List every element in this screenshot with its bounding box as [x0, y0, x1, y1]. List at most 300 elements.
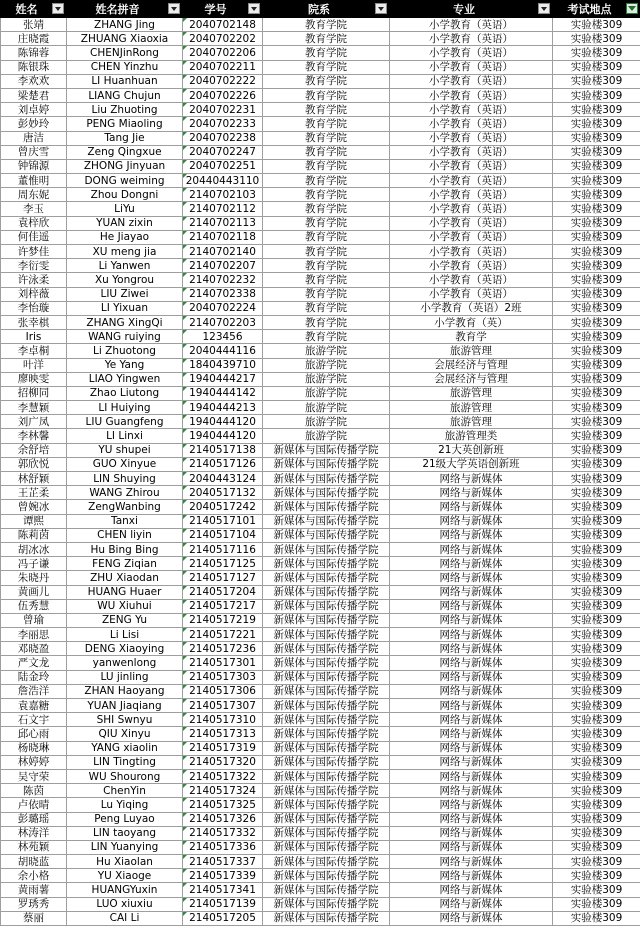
cell-name[interactable]: 许梦佳: [1, 245, 67, 259]
cell-pinyin[interactable]: QIU Xinyu: [67, 727, 183, 741]
cell-major[interactable]: 教育学: [390, 330, 553, 344]
cell-department[interactable]: 教育学院: [263, 273, 390, 287]
cell-name[interactable]: 冯子谦: [1, 557, 67, 571]
cell-pinyin[interactable]: YUAN zixin: [67, 216, 183, 230]
cell-exam-location[interactable]: 实验楼309: [553, 613, 640, 627]
cell-department[interactable]: 教育学院: [263, 159, 390, 173]
cell-student-id[interactable]: 2140517138: [183, 443, 263, 457]
cell-exam-location[interactable]: 实验楼309: [553, 798, 640, 812]
cell-exam-location[interactable]: 实验楼309: [553, 684, 640, 698]
cell-pinyin[interactable]: HUANGYuxin: [67, 883, 183, 897]
cell-name[interactable]: 郭欣悦: [1, 457, 67, 471]
cell-major[interactable]: 小学教育（英语）: [390, 245, 553, 259]
cell-name[interactable]: 陆金玲: [1, 670, 67, 684]
cell-student-id[interactable]: 2040702206: [183, 46, 263, 60]
cell-exam-location[interactable]: 实验楼309: [553, 528, 640, 542]
cell-name[interactable]: 陈银珠: [1, 60, 67, 74]
cell-pinyin[interactable]: WANG Zhirou: [67, 486, 183, 500]
cell-student-id[interactable]: 2140517326: [183, 812, 263, 826]
cell-student-id[interactable]: 2140702113: [183, 216, 263, 230]
cell-exam-location[interactable]: 实验楼309: [553, 656, 640, 670]
cell-major[interactable]: 旅游管理: [390, 344, 553, 358]
cell-major[interactable]: 小学教育（英语）: [390, 188, 553, 202]
cell-pinyin[interactable]: LIAO Yingwen: [67, 372, 183, 386]
cell-student-id[interactable]: 2140702338: [183, 287, 263, 301]
cell-department[interactable]: 教育学院: [263, 60, 390, 74]
cell-pinyin[interactable]: YU shupei: [67, 443, 183, 457]
cell-name[interactable]: 刘梓薇: [1, 287, 67, 301]
cell-major[interactable]: 网络与新媒体: [390, 571, 553, 585]
cell-department[interactable]: 教育学院: [263, 287, 390, 301]
cell-department[interactable]: 新媒体与国际传播学院: [263, 855, 390, 869]
cell-pinyin[interactable]: Ye Yang: [67, 358, 183, 372]
cell-name[interactable]: Iris: [1, 330, 67, 344]
cell-department[interactable]: 新媒体与国际传播学院: [263, 571, 390, 585]
cell-name[interactable]: 曾庆雪: [1, 145, 67, 159]
cell-student-id[interactable]: 1940444217: [183, 372, 263, 386]
filter-dropdown-icon[interactable]: [375, 3, 387, 14]
cell-department[interactable]: 教育学院: [263, 88, 390, 102]
cell-major[interactable]: 会展经济与管理: [390, 372, 553, 386]
cell-name[interactable]: 蔡丽: [1, 911, 67, 925]
cell-name[interactable]: 袁梓欣: [1, 216, 67, 230]
cell-name[interactable]: 吴守荣: [1, 769, 67, 783]
cell-pinyin[interactable]: Hu Xiaolan: [67, 855, 183, 869]
cell-pinyin[interactable]: WANG ruiying: [67, 330, 183, 344]
cell-student-id[interactable]: 2140702103: [183, 188, 263, 202]
cell-name[interactable]: 张靖: [1, 18, 67, 32]
cell-pinyin[interactable]: PENG Miaoling: [67, 117, 183, 131]
cell-pinyin[interactable]: FENG Ziqian: [67, 557, 183, 571]
cell-name[interactable]: 唐洁: [1, 131, 67, 145]
cell-name[interactable]: 林舒颖: [1, 472, 67, 486]
cell-exam-location[interactable]: 实验楼309: [553, 32, 640, 46]
cell-name[interactable]: 黄雨薯: [1, 883, 67, 897]
cell-major[interactable]: 网络与新媒体: [390, 897, 553, 911]
cell-major[interactable]: 小学教育（英语）: [390, 60, 553, 74]
cell-major[interactable]: 旅游管理: [390, 386, 553, 400]
cell-exam-location[interactable]: 实验楼309: [553, 670, 640, 684]
cell-exam-location[interactable]: 实验楼309: [553, 486, 640, 500]
cell-student-id[interactable]: 2140702203: [183, 315, 263, 329]
cell-name[interactable]: 伍秀慧: [1, 599, 67, 613]
cell-exam-location[interactable]: 实验楼309: [553, 855, 640, 869]
cell-major[interactable]: 网络与新媒体: [390, 727, 553, 741]
cell-student-id[interactable]: 1940444120: [183, 415, 263, 429]
cell-name[interactable]: 陈锦蓉: [1, 46, 67, 60]
cell-exam-location[interactable]: 实验楼309: [553, 18, 640, 32]
cell-pinyin[interactable]: Xu Yongrou: [67, 273, 183, 287]
cell-major[interactable]: 网络与新媒体: [390, 486, 553, 500]
cell-exam-location[interactable]: 实验楼309: [553, 344, 640, 358]
cell-pinyin[interactable]: DENG Xiaoying: [67, 642, 183, 656]
filter-dropdown-icon[interactable]: [538, 3, 550, 14]
cell-name[interactable]: 李衍雯: [1, 259, 67, 273]
cell-major[interactable]: 网络与新媒体: [390, 812, 553, 826]
cell-major[interactable]: 小学教育（英语）: [390, 103, 553, 117]
cell-pinyin[interactable]: Li Zhuotong: [67, 344, 183, 358]
cell-student-id[interactable]: 2040517132: [183, 486, 263, 500]
filter-dropdown-icon[interactable]: [248, 3, 260, 14]
cell-exam-location[interactable]: 实验楼309: [553, 642, 640, 656]
cell-major[interactable]: 小学教育（英语）: [390, 131, 553, 145]
cell-major[interactable]: 网络与新媒体: [390, 713, 553, 727]
cell-major[interactable]: 网络与新媒体: [390, 755, 553, 769]
cell-exam-location[interactable]: 实验楼309: [553, 571, 640, 585]
cell-exam-location[interactable]: 实验楼309: [553, 514, 640, 528]
cell-major[interactable]: 网络与新媒体: [390, 769, 553, 783]
cell-pinyin[interactable]: Tanxi: [67, 514, 183, 528]
cell-exam-location[interactable]: 实验楼309: [553, 599, 640, 613]
cell-student-id[interactable]: 2140517104: [183, 528, 263, 542]
cell-major[interactable]: 网络与新媒体: [390, 684, 553, 698]
cell-department[interactable]: 教育学院: [263, 330, 390, 344]
cell-department[interactable]: 教育学院: [263, 103, 390, 117]
cell-name[interactable]: 招柳同: [1, 386, 67, 400]
cell-major[interactable]: 小学教育（英语）: [390, 216, 553, 230]
cell-department[interactable]: 教育学院: [263, 315, 390, 329]
cell-exam-location[interactable]: 实验楼309: [553, 699, 640, 713]
cell-department[interactable]: 旅游学院: [263, 429, 390, 443]
cell-name[interactable]: 邱心雨: [1, 727, 67, 741]
cell-department[interactable]: 教育学院: [263, 46, 390, 60]
cell-major[interactable]: 小学教育（英）: [390, 315, 553, 329]
cell-name[interactable]: 陈茵: [1, 784, 67, 798]
cell-student-id[interactable]: 2140517126: [183, 457, 263, 471]
cell-major[interactable]: 网络与新媒体: [390, 699, 553, 713]
cell-pinyin[interactable]: yanwenlong: [67, 656, 183, 670]
cell-department[interactable]: 旅游学院: [263, 358, 390, 372]
cell-major[interactable]: 小学教育（英语）2班: [390, 301, 553, 315]
cell-student-id[interactable]: 2040702231: [183, 103, 263, 117]
cell-major[interactable]: 网络与新媒体: [390, 784, 553, 798]
cell-pinyin[interactable]: LI Huanhuan: [67, 74, 183, 88]
cell-department[interactable]: 新媒体与国际传播学院: [263, 798, 390, 812]
cell-major[interactable]: 网络与新媒体: [390, 741, 553, 755]
cell-student-id[interactable]: 2140517301: [183, 656, 263, 670]
cell-exam-location[interactable]: 实验楼309: [553, 287, 640, 301]
cell-pinyin[interactable]: Peng Luyao: [67, 812, 183, 826]
cell-major[interactable]: 小学教育（英语）: [390, 46, 553, 60]
cell-pinyin[interactable]: GUO Xinyue: [67, 457, 183, 471]
cell-student-id[interactable]: 2040702247: [183, 145, 263, 159]
cell-pinyin[interactable]: Zhao Liutong: [67, 386, 183, 400]
cell-major[interactable]: 网络与新媒体: [390, 599, 553, 613]
cell-name[interactable]: 詹浩洋: [1, 684, 67, 698]
cell-exam-location[interactable]: 实验楼309: [553, 769, 640, 783]
cell-department[interactable]: 教育学院: [263, 174, 390, 188]
cell-major[interactable]: 网络与新媒体: [390, 472, 553, 486]
cell-exam-location[interactable]: 实验楼309: [553, 315, 640, 329]
cell-name[interactable]: 彭璐瑶: [1, 812, 67, 826]
cell-pinyin[interactable]: YU Xiaoge: [67, 869, 183, 883]
cell-department[interactable]: 新媒体与国际传播学院: [263, 911, 390, 925]
cell-pinyin[interactable]: LIN Tingting: [67, 755, 183, 769]
cell-exam-location[interactable]: 实验楼309: [553, 117, 640, 131]
cell-major[interactable]: 网络与新媒体: [390, 855, 553, 869]
cell-major[interactable]: 网络与新媒体: [390, 557, 553, 571]
cell-name[interactable]: 罗琇秀: [1, 897, 67, 911]
cell-exam-location[interactable]: 实验楼309: [553, 386, 640, 400]
cell-major[interactable]: 小学教育（英语）: [390, 202, 553, 216]
cell-student-id[interactable]: 2040702226: [183, 88, 263, 102]
cell-department[interactable]: 新媒体与国际传播学院: [263, 472, 390, 486]
cell-name[interactable]: 袁嘉糖: [1, 699, 67, 713]
cell-pinyin[interactable]: ZHONG Jinyuan: [67, 159, 183, 173]
cell-major[interactable]: 网络与新媒体: [390, 528, 553, 542]
cell-pinyin[interactable]: LUO xiuxiu: [67, 897, 183, 911]
cell-exam-location[interactable]: 实验楼309: [553, 897, 640, 911]
cell-name[interactable]: 杨晓琳: [1, 741, 67, 755]
cell-pinyin[interactable]: HUANG Huaer: [67, 585, 183, 599]
cell-pinyin[interactable]: CHEN liyin: [67, 528, 183, 542]
cell-name[interactable]: 李欢欢: [1, 74, 67, 88]
cell-pinyin[interactable]: LiYu: [67, 202, 183, 216]
cell-exam-location[interactable]: 实验楼309: [553, 131, 640, 145]
cell-major[interactable]: 网络与新媒体: [390, 500, 553, 514]
cell-name[interactable]: 李慧颖: [1, 401, 67, 415]
cell-major[interactable]: 网络与新媒体: [390, 514, 553, 528]
cell-exam-location[interactable]: 实验楼309: [553, 557, 640, 571]
cell-department[interactable]: 旅游学院: [263, 415, 390, 429]
cell-name[interactable]: 谭熙: [1, 514, 67, 528]
cell-student-id[interactable]: 2040702238: [183, 131, 263, 145]
cell-pinyin[interactable]: XU meng jia: [67, 245, 183, 259]
cell-major[interactable]: 旅游管理: [390, 401, 553, 415]
cell-exam-location[interactable]: 实验楼309: [553, 202, 640, 216]
cell-department[interactable]: 新媒体与国际传播学院: [263, 613, 390, 627]
cell-name[interactable]: 李怡璇: [1, 301, 67, 315]
cell-major[interactable]: 21级大学英语创新班: [390, 457, 553, 471]
cell-major[interactable]: 小学教育（英语）: [390, 159, 553, 173]
cell-department[interactable]: 新媒体与国际传播学院: [263, 784, 390, 798]
cell-student-id[interactable]: 1940444120: [183, 429, 263, 443]
cell-exam-location[interactable]: 实验楼309: [553, 103, 640, 117]
cell-exam-location[interactable]: 实验楼309: [553, 840, 640, 854]
cell-pinyin[interactable]: Zhou Dongni: [67, 188, 183, 202]
cell-major[interactable]: 小学教育（英语）: [390, 174, 553, 188]
cell-student-id[interactable]: 2140702112: [183, 202, 263, 216]
cell-student-id[interactable]: 2140517127: [183, 571, 263, 585]
cell-department[interactable]: 旅游学院: [263, 344, 390, 358]
cell-department[interactable]: 教育学院: [263, 18, 390, 32]
cell-name[interactable]: 卢依晴: [1, 798, 67, 812]
cell-pinyin[interactable]: Li Yanwen: [67, 259, 183, 273]
cell-exam-location[interactable]: 实验楼309: [553, 727, 640, 741]
cell-department[interactable]: 新媒体与国际传播学院: [263, 755, 390, 769]
cell-exam-location[interactable]: 实验楼309: [553, 301, 640, 315]
cell-student-id[interactable]: 2140517204: [183, 585, 263, 599]
cell-pinyin[interactable]: CAI Li: [67, 911, 183, 925]
cell-department[interactable]: 新媒体与国际传播学院: [263, 514, 390, 528]
cell-department[interactable]: 新媒体与国际传播学院: [263, 557, 390, 571]
cell-major[interactable]: 小学教育（英语）: [390, 230, 553, 244]
cell-name[interactable]: 许泳柔: [1, 273, 67, 287]
cell-name[interactable]: 何佳遥: [1, 230, 67, 244]
cell-name[interactable]: 刘卓婷: [1, 103, 67, 117]
cell-name[interactable]: 周东妮: [1, 188, 67, 202]
cell-exam-location[interactable]: 实验楼309: [553, 46, 640, 60]
cell-exam-location[interactable]: 实验楼309: [553, 755, 640, 769]
cell-department[interactable]: 新媒体与国际传播学院: [263, 656, 390, 670]
cell-major[interactable]: 旅游管理类: [390, 429, 553, 443]
cell-exam-location[interactable]: 实验楼309: [553, 273, 640, 287]
cell-name[interactable]: 胡冰冰: [1, 542, 67, 556]
cell-student-id[interactable]: 2140517139: [183, 897, 263, 911]
cell-pinyin[interactable]: ChenYin: [67, 784, 183, 798]
cell-pinyin[interactable]: ZHANG XingQi: [67, 315, 183, 329]
cell-exam-location[interactable]: 实验楼309: [553, 372, 640, 386]
cell-student-id[interactable]: 1940444213: [183, 401, 263, 415]
cell-pinyin[interactable]: LIU Ziwei: [67, 287, 183, 301]
cell-student-id[interactable]: 2140517322: [183, 769, 263, 783]
cell-department[interactable]: 新媒体与国际传播学院: [263, 486, 390, 500]
cell-exam-location[interactable]: 实验楼309: [553, 415, 640, 429]
cell-department[interactable]: 新媒体与国际传播学院: [263, 500, 390, 514]
cell-name[interactable]: 彭妙玲: [1, 117, 67, 131]
cell-student-id[interactable]: 2140517324: [183, 784, 263, 798]
cell-pinyin[interactable]: CHENJinRong: [67, 46, 183, 60]
cell-name[interactable]: 梁楚君: [1, 88, 67, 102]
cell-pinyin[interactable]: ZHUANG Xiaoxia: [67, 32, 183, 46]
cell-pinyin[interactable]: DONG weiming: [67, 174, 183, 188]
cell-student-id[interactable]: 2140517336: [183, 840, 263, 854]
cell-student-id[interactable]: 2040702148: [183, 18, 263, 32]
cell-department[interactable]: 新媒体与国际传播学院: [263, 684, 390, 698]
cell-major[interactable]: 网络与新媒体: [390, 585, 553, 599]
cell-department[interactable]: 新媒体与国际传播学院: [263, 542, 390, 556]
filter-dropdown-icon[interactable]: [168, 3, 180, 14]
cell-name[interactable]: 廖映雯: [1, 372, 67, 386]
cell-department[interactable]: 旅游学院: [263, 386, 390, 400]
cell-major[interactable]: 网络与新媒体: [390, 911, 553, 925]
cell-department[interactable]: 新媒体与国际传播学院: [263, 727, 390, 741]
cell-pinyin[interactable]: ZHAN Haoyang: [67, 684, 183, 698]
cell-student-id[interactable]: 20440443110: [183, 174, 263, 188]
cell-exam-location[interactable]: 实验楼309: [553, 245, 640, 259]
cell-exam-location[interactable]: 实验楼309: [553, 542, 640, 556]
cell-name[interactable]: 朱晓丹: [1, 571, 67, 585]
cell-department[interactable]: 新媒体与国际传播学院: [263, 457, 390, 471]
cell-pinyin[interactable]: Tang Jie: [67, 131, 183, 145]
cell-name[interactable]: 叶洋: [1, 358, 67, 372]
cell-department[interactable]: 教育学院: [263, 216, 390, 230]
cell-student-id[interactable]: 1940444142: [183, 386, 263, 400]
cell-student-id[interactable]: 2140702207: [183, 259, 263, 273]
cell-department[interactable]: 新媒体与国际传播学院: [263, 769, 390, 783]
cell-exam-location[interactable]: 实验楼309: [553, 457, 640, 471]
cell-exam-location[interactable]: 实验楼309: [553, 358, 640, 372]
cell-student-id[interactable]: 2140517310: [183, 713, 263, 727]
cell-major[interactable]: 小学教育（英语）: [390, 74, 553, 88]
cell-student-id[interactable]: 2040702251: [183, 159, 263, 173]
cell-department[interactable]: 教育学院: [263, 131, 390, 145]
cell-pinyin[interactable]: CHEN Yinzhu: [67, 60, 183, 74]
cell-pinyin[interactable]: Hu Bing Bing: [67, 542, 183, 556]
cell-exam-location[interactable]: 实验楼309: [553, 911, 640, 925]
cell-student-id[interactable]: 2140517313: [183, 727, 263, 741]
cell-student-id[interactable]: 123456: [183, 330, 263, 344]
cell-major[interactable]: 小学教育（英语）: [390, 259, 553, 273]
cell-department[interactable]: 新媒体与国际传播学院: [263, 883, 390, 897]
cell-pinyin[interactable]: ZengWanbing: [67, 500, 183, 514]
cell-department[interactable]: 新媒体与国际传播学院: [263, 585, 390, 599]
cell-major[interactable]: 网络与新媒体: [390, 613, 553, 627]
cell-department[interactable]: 新媒体与国际传播学院: [263, 599, 390, 613]
cell-student-id[interactable]: 2140517306: [183, 684, 263, 698]
cell-student-id[interactable]: 2140517101: [183, 514, 263, 528]
cell-exam-location[interactable]: 实验楼309: [553, 429, 640, 443]
cell-department[interactable]: 新媒体与国际传播学院: [263, 699, 390, 713]
cell-pinyin[interactable]: LI Huiying: [67, 401, 183, 415]
cell-student-id[interactable]: 2140517303: [183, 670, 263, 684]
cell-exam-location[interactable]: 实验楼309: [553, 443, 640, 457]
cell-department[interactable]: 教育学院: [263, 188, 390, 202]
cell-exam-location[interactable]: 实验楼309: [553, 472, 640, 486]
cell-student-id[interactable]: 2040444116: [183, 344, 263, 358]
cell-pinyin[interactable]: He Jiayao: [67, 230, 183, 244]
cell-pinyin[interactable]: WU Shourong: [67, 769, 183, 783]
cell-exam-location[interactable]: 实验楼309: [553, 713, 640, 727]
cell-department[interactable]: 教育学院: [263, 245, 390, 259]
cell-exam-location[interactable]: 实验楼309: [553, 174, 640, 188]
cell-name[interactable]: 林婷婷: [1, 755, 67, 769]
cell-exam-location[interactable]: 实验楼309: [553, 741, 640, 755]
cell-pinyin[interactable]: LIU Guangfeng: [67, 415, 183, 429]
cell-name[interactable]: 董惟明: [1, 174, 67, 188]
cell-department[interactable]: 教育学院: [263, 32, 390, 46]
filter-active-icon[interactable]: [626, 3, 638, 14]
cell-pinyin[interactable]: LIN Yuanying: [67, 840, 183, 854]
cell-pinyin[interactable]: WU Xiuhui: [67, 599, 183, 613]
cell-exam-location[interactable]: 实验楼309: [553, 500, 640, 514]
cell-pinyin[interactable]: ZENG Yu: [67, 613, 183, 627]
cell-name[interactable]: 庄晓霞: [1, 32, 67, 46]
cell-pinyin[interactable]: ZHANG Jing: [67, 18, 183, 32]
cell-student-id[interactable]: 2040702224: [183, 301, 263, 315]
cell-major[interactable]: 小学教育（英语）: [390, 287, 553, 301]
cell-name[interactable]: 林涛洋: [1, 826, 67, 840]
cell-student-id[interactable]: 2140517341: [183, 883, 263, 897]
cell-name[interactable]: 余舒培: [1, 443, 67, 457]
cell-major[interactable]: 网络与新媒体: [390, 883, 553, 897]
cell-major[interactable]: 网络与新媒体: [390, 798, 553, 812]
cell-department[interactable]: 教育学院: [263, 202, 390, 216]
cell-student-id[interactable]: 2040702222: [183, 74, 263, 88]
cell-department[interactable]: 新媒体与国际传播学院: [263, 812, 390, 826]
cell-pinyin[interactable]: SHI Swnyu: [67, 713, 183, 727]
cell-pinyin[interactable]: LI Linxi: [67, 429, 183, 443]
cell-name[interactable]: 钟锦源: [1, 159, 67, 173]
cell-department[interactable]: 新媒体与国际传播学院: [263, 443, 390, 457]
cell-department[interactable]: 教育学院: [263, 145, 390, 159]
cell-exam-location[interactable]: 实验楼309: [553, 826, 640, 840]
cell-major[interactable]: 旅游管理: [390, 415, 553, 429]
cell-exam-location[interactable]: 实验楼309: [553, 585, 640, 599]
cell-department[interactable]: 教育学院: [263, 301, 390, 315]
cell-major[interactable]: 小学教育（英语）: [390, 18, 553, 32]
cell-exam-location[interactable]: 实验楼309: [553, 188, 640, 202]
cell-department[interactable]: 教育学院: [263, 259, 390, 273]
cell-exam-location[interactable]: 实验楼309: [553, 784, 640, 798]
filter-dropdown-icon[interactable]: [52, 3, 64, 14]
cell-exam-location[interactable]: 实验楼309: [553, 401, 640, 415]
cell-student-id[interactable]: 2140702232: [183, 273, 263, 287]
cell-student-id[interactable]: 2140702140: [183, 245, 263, 259]
cell-department[interactable]: 新媒体与国际传播学院: [263, 642, 390, 656]
cell-pinyin[interactable]: LIN taoyang: [67, 826, 183, 840]
cell-student-id[interactable]: 2140517236: [183, 642, 263, 656]
